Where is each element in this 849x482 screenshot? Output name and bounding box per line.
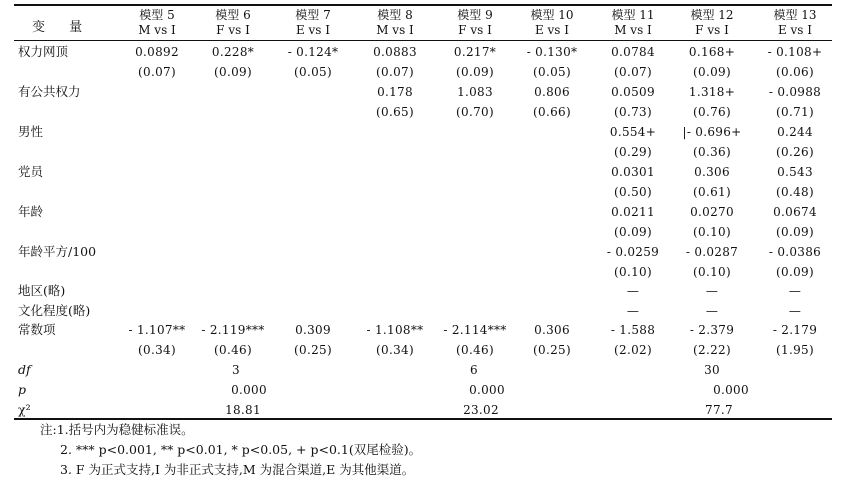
stat-value: 30	[704, 363, 720, 377]
table-cell: 0.217*	[453, 45, 497, 59]
table-cell: 0.306	[534, 323, 570, 337]
table-cell	[193, 163, 273, 181]
table-cell: (0.09)	[614, 225, 652, 239]
column-header	[193, 8, 273, 38]
table-cell: - 0.108+	[767, 45, 823, 59]
table-cell: (0.66)	[533, 105, 571, 119]
table-cell: 0.309	[295, 323, 331, 337]
table-cell	[193, 282, 273, 300]
table-cell: (0.07)	[376, 65, 414, 79]
table-cell	[512, 183, 592, 201]
table-cell: - 2.379	[689, 323, 735, 337]
table-cell	[355, 302, 435, 320]
column-contrast-label: F vs I	[216, 23, 250, 37]
corner-label: 变 量	[32, 20, 93, 35]
table-cell	[435, 123, 515, 141]
table-cell	[512, 143, 592, 161]
table-cell	[435, 203, 515, 221]
table-cell: - 1.108**	[366, 323, 424, 337]
column-header	[512, 8, 592, 38]
table-cell: (0.07)	[138, 65, 176, 79]
table-cell: (0.65)	[376, 105, 414, 119]
table-cell: - 0.0259	[606, 245, 660, 259]
table-cell: (0.09)	[456, 65, 494, 79]
table-cell: 0.0509	[611, 85, 655, 99]
column-contrast-label: F vs I	[695, 23, 729, 37]
table-cell	[117, 103, 197, 121]
table-cell	[512, 123, 592, 141]
table-cell	[117, 243, 197, 261]
table-cell: (0.36)	[693, 145, 731, 159]
table-cell	[512, 282, 592, 300]
table-cell: (0.46)	[456, 343, 494, 357]
note-2: 2. *** p<0.001, ** p<0.01, * p<0.05, + p<0.1(双尾检验)。	[60, 442, 422, 457]
table-cell: - 1.107**	[128, 323, 186, 337]
table-cell: (0.05)	[533, 65, 571, 79]
table-cell: |- 0.696+	[682, 125, 742, 139]
column-model-label: 模型 7	[295, 8, 331, 22]
table-cell	[355, 263, 435, 281]
table-cell: (0.73)	[614, 105, 652, 119]
table-cell: (0.25)	[533, 343, 571, 357]
table-cell: —	[626, 304, 640, 318]
table-cell: (0.50)	[614, 185, 652, 199]
table-cell: - 2.114***	[443, 323, 507, 337]
table-cell	[117, 282, 197, 300]
table-cell	[355, 123, 435, 141]
table-cell	[273, 143, 353, 161]
table-cell	[512, 163, 592, 181]
column-model-label: 模型 5	[139, 8, 175, 22]
table-cell: (0.48)	[776, 185, 814, 199]
table-cell: - 0.0988	[768, 85, 822, 99]
table-cell	[435, 183, 515, 201]
table-cell: 0.306	[694, 165, 730, 179]
table-cell: 0.0883	[373, 45, 417, 59]
table-cell	[355, 223, 435, 241]
stat-value: 0.000	[231, 383, 267, 397]
row-label: 年龄	[18, 204, 44, 219]
table-cell	[355, 282, 435, 300]
column-contrast-label: E vs I	[295, 23, 331, 37]
table-cell	[435, 163, 515, 181]
table-cell: 0.178	[377, 85, 413, 99]
table-cell: 0.554+	[609, 125, 657, 139]
table-cell: (0.10)	[693, 225, 731, 239]
table-cell: (0.34)	[138, 343, 176, 357]
column-contrast-label: M vs I	[376, 23, 414, 37]
table-cell: (0.07)	[614, 65, 652, 79]
row-label: 男性	[18, 124, 44, 139]
table-cell	[355, 243, 435, 261]
table-cell	[193, 103, 273, 121]
column-model-label: 模型 11	[611, 8, 655, 22]
table-cell: 0.543	[777, 165, 813, 179]
table-cell: 0.244	[777, 125, 813, 139]
table-cell: (0.09)	[776, 265, 814, 279]
table-cell	[117, 223, 197, 241]
column-contrast-label: M vs I	[614, 23, 652, 37]
header-rule	[14, 40, 832, 41]
table-cell	[117, 203, 197, 221]
row-label: 文化程度(略)	[18, 303, 91, 318]
column-header	[755, 8, 835, 38]
table-cell: 0.0301	[611, 165, 655, 179]
table-cell	[512, 203, 592, 221]
table-cell	[273, 203, 353, 221]
column-model-label: 模型 8	[377, 8, 413, 22]
table-cell: (0.05)	[294, 65, 332, 79]
table-cell	[512, 302, 592, 320]
table-cell	[273, 83, 353, 101]
table-cell	[355, 143, 435, 161]
table-cell	[435, 302, 515, 320]
table-cell	[117, 143, 197, 161]
table-cell	[273, 223, 353, 241]
stat-label: χ²	[18, 402, 31, 417]
table-cell: 0.0211	[611, 205, 655, 219]
table-cell: - 2.179	[772, 323, 818, 337]
table-cell	[273, 302, 353, 320]
column-header	[672, 8, 752, 38]
table-cell	[273, 103, 353, 121]
table-cell	[435, 223, 515, 241]
stat-value: 18.81	[225, 403, 261, 417]
table-cell	[117, 263, 197, 281]
table-cell: 0.228*	[211, 45, 255, 59]
table-cell	[512, 263, 592, 281]
table-cell: - 0.130*	[526, 45, 578, 59]
column-contrast-label: F vs I	[458, 23, 492, 37]
table-cell	[273, 183, 353, 201]
row-label: 地区(略)	[18, 283, 66, 298]
table-cell	[435, 282, 515, 300]
table-cell: (0.70)	[456, 105, 494, 119]
table-cell: (0.29)	[614, 145, 652, 159]
table-cell: (0.76)	[693, 105, 731, 119]
column-contrast-label: E vs I	[777, 23, 813, 37]
column-header	[117, 8, 197, 38]
table-cell	[193, 263, 273, 281]
table-cell: (0.46)	[214, 343, 252, 357]
table-cell: - 1.588	[610, 323, 656, 337]
stat-label: p	[18, 382, 27, 397]
table-cell	[435, 143, 515, 161]
table-cell	[193, 143, 273, 161]
table-cell: (0.61)	[693, 185, 731, 199]
row-label: 有公共权力	[18, 84, 81, 99]
table-top-rule	[14, 4, 832, 6]
table-cell: (2.22)	[693, 343, 731, 357]
table-cell	[273, 163, 353, 181]
table-cell	[355, 203, 435, 221]
table-cell: —	[705, 284, 719, 298]
stat-value: 23.02	[463, 403, 499, 417]
table-cell: (2.02)	[614, 343, 652, 357]
table-cell	[193, 243, 273, 261]
table-cell: - 0.0386	[768, 245, 822, 259]
table-cell: (0.10)	[693, 265, 731, 279]
column-model-label: 模型 13	[773, 8, 817, 22]
table-cell: - 2.119***	[201, 323, 265, 337]
stat-value: 77.7	[705, 403, 733, 417]
column-header	[273, 8, 353, 38]
column-model-label: 模型 10	[530, 8, 574, 22]
row-label: 党员	[18, 164, 44, 179]
table-cell	[193, 223, 273, 241]
table-cell: 1.318+	[688, 85, 736, 99]
stat-value: 6	[470, 363, 478, 377]
table-cell	[193, 203, 273, 221]
table-cell	[117, 302, 197, 320]
table-cell: (0.09)	[693, 65, 731, 79]
stat-value: 0.000	[469, 383, 505, 397]
table-cell	[512, 243, 592, 261]
table-cell: —	[788, 304, 802, 318]
table-cell	[512, 223, 592, 241]
table-cell	[355, 163, 435, 181]
stat-label: df	[18, 362, 31, 377]
table-cell	[117, 83, 197, 101]
table-cell: 0.0784	[611, 45, 655, 59]
table-cell	[193, 183, 273, 201]
table-cell: 1.083	[457, 85, 493, 99]
table-cell: (0.09)	[776, 225, 814, 239]
column-model-label: 模型 9	[457, 8, 493, 22]
table-cell	[117, 163, 197, 181]
column-model-label: 模型 12	[690, 8, 734, 22]
table-cell: 0.806	[534, 85, 570, 99]
table-cell: (1.95)	[776, 343, 814, 357]
column-contrast-label: M vs I	[138, 23, 176, 37]
table-cell: (0.26)	[776, 145, 814, 159]
table-cell	[117, 123, 197, 141]
column-header	[593, 8, 673, 38]
table-cell: 0.0892	[135, 45, 179, 59]
table-cell	[193, 302, 273, 320]
table-cell: —	[705, 304, 719, 318]
row-label: 权力网顶	[18, 44, 69, 59]
table-cell: (0.06)	[776, 65, 814, 79]
stat-value: 3	[232, 363, 240, 377]
table-cell: (0.09)	[214, 65, 252, 79]
table-cell: 0.168+	[688, 45, 736, 59]
table-cell	[273, 243, 353, 261]
note-1: 注:1.括号内为稳健标准误。	[40, 422, 194, 437]
column-header	[355, 8, 435, 38]
table-cell: 0.0270	[690, 205, 734, 219]
note-3: 3. F 为正式支持,I 为非正式支持,M 为混合渠道,E 为其他渠道。	[60, 462, 415, 477]
table-cell	[193, 83, 273, 101]
table-cell: 0.0674	[773, 205, 817, 219]
table-cell	[273, 282, 353, 300]
table-cell: (0.25)	[294, 343, 332, 357]
column-model-label: 模型 6	[215, 8, 251, 22]
table-cell: (0.10)	[614, 265, 652, 279]
table-cell	[273, 263, 353, 281]
row-label: 常数项	[18, 322, 56, 337]
stat-value: 0.000	[713, 383, 749, 397]
table-cell: - 0.0287	[685, 245, 739, 259]
table-cell	[435, 243, 515, 261]
row-label: 年龄平方/100	[18, 244, 97, 259]
column-header	[435, 8, 515, 38]
table-cell	[355, 183, 435, 201]
column-contrast-label: E vs I	[534, 23, 570, 37]
table-cell: —	[626, 284, 640, 298]
table-cell: (0.34)	[376, 343, 414, 357]
table-bottom-rule	[14, 418, 832, 420]
table-cell	[273, 123, 353, 141]
table-cell	[117, 183, 197, 201]
table-cell	[435, 263, 515, 281]
table-cell	[193, 123, 273, 141]
table-cell: —	[788, 284, 802, 298]
table-cell: - 0.124*	[287, 45, 339, 59]
table-cell: (0.71)	[776, 105, 814, 119]
